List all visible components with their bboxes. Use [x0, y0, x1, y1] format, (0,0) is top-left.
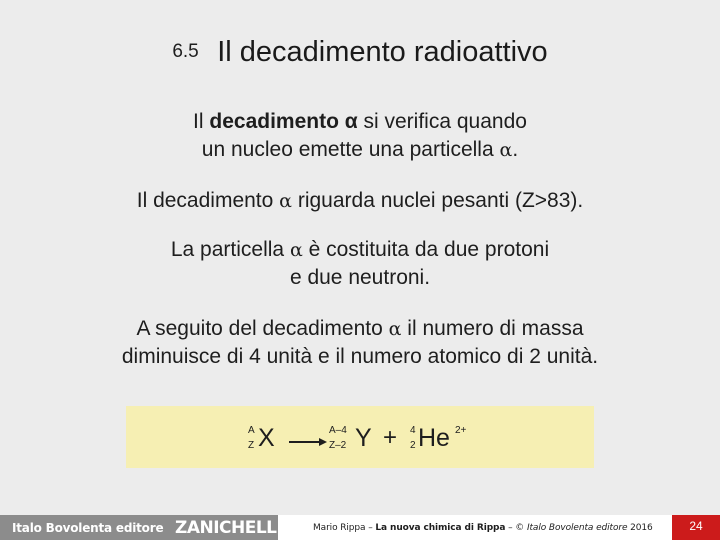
- atomic-number: Z–2: [329, 440, 347, 451]
- text: A seguito del decadimento: [136, 317, 389, 340]
- section-number: 6.5: [172, 41, 199, 62]
- text: riguarda nuclei pesanti (Z>83).: [292, 189, 584, 212]
- text: si verifica quando: [357, 110, 527, 133]
- credit-year: 2016: [627, 523, 653, 533]
- publisher-band: [0, 515, 283, 540]
- text: un nucleo emette una particella: [201, 138, 500, 161]
- publisher-logo: Italo Bovolenta editore: [12, 521, 164, 535]
- text: Il: [193, 110, 210, 133]
- slide-title: [0, 36, 720, 69]
- footer-credit: [313, 523, 653, 533]
- text: il numero di massa: [401, 317, 584, 340]
- credit-separator: – ©: [505, 523, 527, 533]
- zanichelli-logo: ZANICHELLI: [175, 518, 283, 538]
- parent-nuclide: [246, 422, 286, 458]
- bold-term: decadimento α: [209, 110, 358, 133]
- paragraph-line: [0, 136, 720, 164]
- paragraph-line: [0, 315, 720, 343]
- paragraph-line: diminuisce di 4 unità e il numero atomico di 2 unità.: [121, 345, 599, 368]
- alpha-symbol: α: [388, 318, 402, 340]
- page-number: 24: [689, 519, 703, 533]
- alpha-symbol: α: [289, 239, 303, 261]
- text: Il decadimento: [136, 189, 280, 212]
- paragraph-line: [0, 108, 720, 136]
- plus-sign: +: [383, 424, 398, 451]
- element-symbol: He: [418, 424, 450, 452]
- text: .: [512, 138, 519, 161]
- paragraph-alpha-composition: [0, 236, 720, 292]
- paragraph-heavy-nuclei: [0, 187, 720, 215]
- paragraph-mass-change: [0, 315, 720, 371]
- alpha-particle-nuclide: [408, 422, 478, 458]
- atomic-number: 2: [410, 440, 416, 451]
- paragraph-alpha-definition: [0, 108, 720, 164]
- text: è costituita da due protoni: [302, 238, 550, 261]
- alpha-symbol: α: [499, 139, 513, 161]
- mass-number: A: [248, 425, 255, 436]
- paragraph-line: [0, 236, 720, 264]
- page-number-box: [672, 515, 720, 540]
- charge: 2+: [455, 425, 467, 436]
- alpha-symbol: α: [279, 190, 292, 212]
- text: La particella: [170, 238, 290, 261]
- reaction-arrow-icon: [289, 437, 327, 447]
- mass-number: 4: [410, 425, 416, 436]
- paragraph-line: e due neutroni.: [289, 266, 431, 289]
- credit-book: La nuova chimica di Rippa: [375, 523, 506, 533]
- atomic-number: Z: [248, 440, 255, 451]
- footer-bar: [0, 515, 720, 540]
- decay-equation-box: [126, 406, 594, 468]
- element-symbol: Y: [355, 424, 372, 452]
- title-text: Il decadimento radioattivo: [217, 36, 548, 68]
- credit-publisher: Italo Bovolenta editore: [526, 523, 628, 533]
- daughter-nuclide: [327, 422, 377, 458]
- credit-author: Mario Rippa –: [313, 523, 376, 533]
- element-symbol: X: [258, 424, 275, 452]
- mass-number: A–4: [329, 425, 347, 436]
